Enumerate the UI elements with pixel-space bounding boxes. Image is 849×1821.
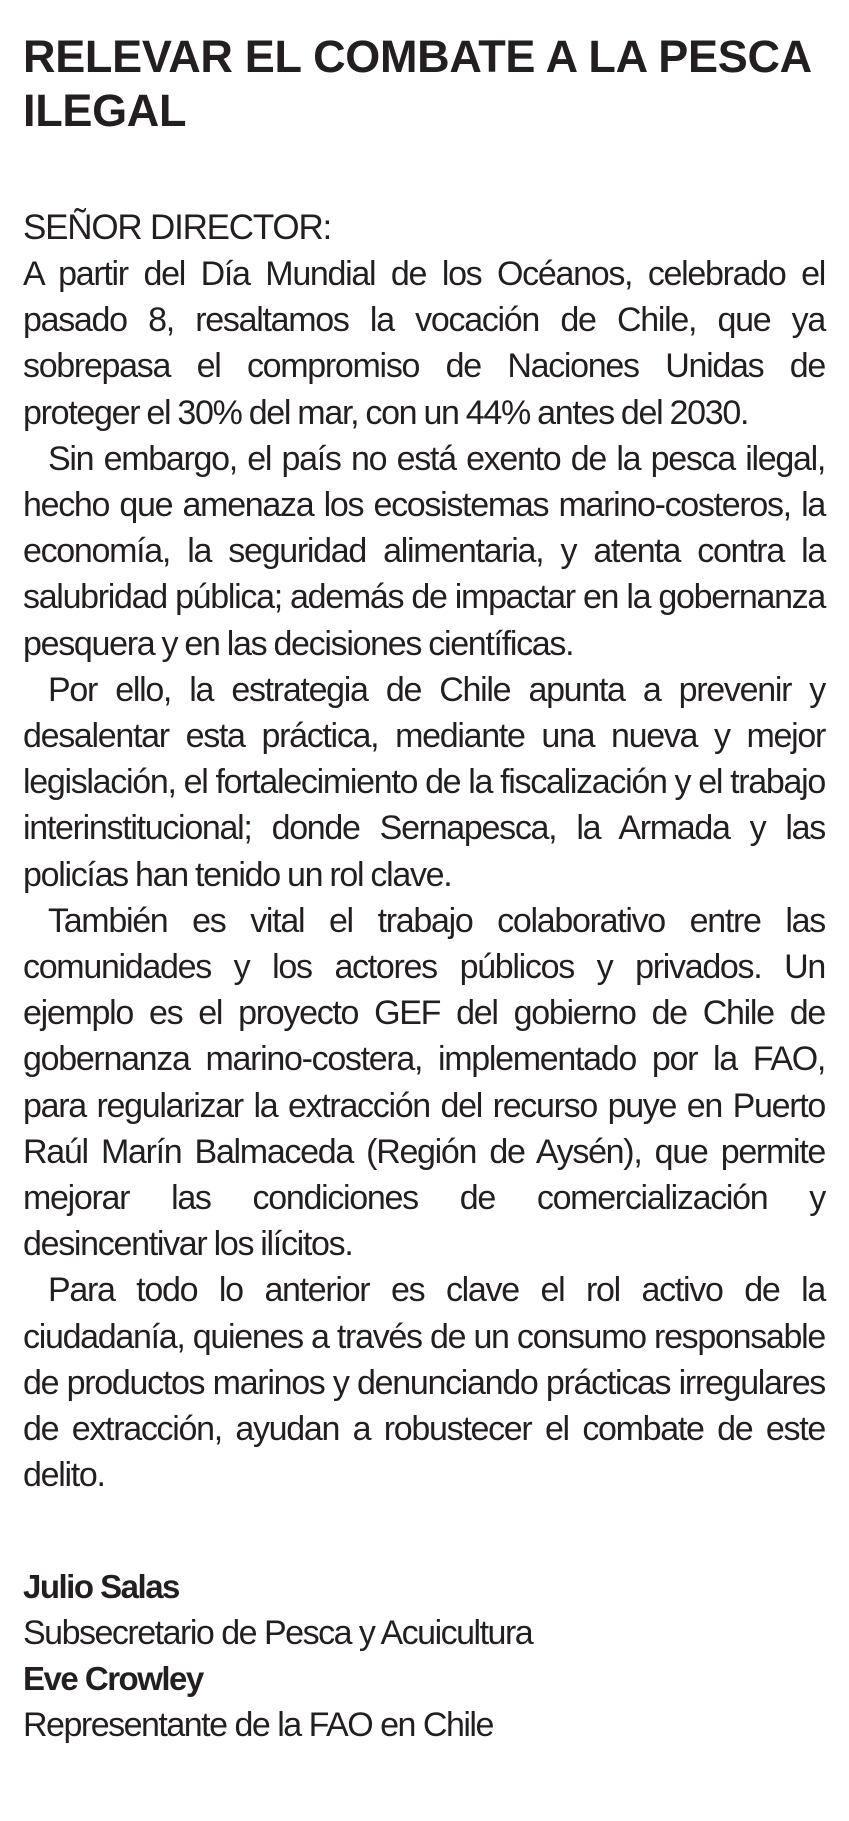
paragraph-5: Para todo lo anterior es clave el rol activo de la ciudadanía, quienes a través de un consumo responsable de productos marinos y denunciando prácticas irregulares de extracción, ayudan a robustecer el combate de este delito. (23, 1271, 825, 1495)
letter-page (23, 30, 825, 1748)
signatures (23, 1564, 825, 1748)
signatory-role-2: Representante de la FAO en Chile (23, 1706, 493, 1745)
signatory-name-2: Eve Crowley (23, 1660, 203, 1698)
signatory-name-1: Julio Salas (23, 1568, 179, 1606)
salutation: SEÑOR DIRECTOR: (23, 208, 332, 247)
letter-body (23, 251, 825, 1498)
paragraph-4: También es vital el trabajo colaborativo entre las comunidades y los actores públicos y privados. Un ejemplo es el proyecto GEF del gobierno de Chile de gobernanza marino-costera, implementado por la FAO, para regularizar la extracción del recurso puye en Puerto Raúl Marín Balmaceda (Región de Aysén), que permite mejorar las condiciones de comercialización y desincentivar los ilícitos. (23, 901, 825, 1264)
signatory-role-1: Subsecretario de Pesca y Acuicultura (23, 1614, 533, 1653)
headline: RELEVAR EL COMBATE A LA PESCA ILEGAL (23, 31, 811, 136)
paragraph-1: A partir del Día Mundial de los Océanos, celebrado el pasado 8, resaltamos la vocación de Chile, que ya sobrepasa el compromiso de Naciones Unidas de proteger el 30% del mar, con un 44% antes del 2030. (23, 255, 825, 432)
paragraph-3: Por ello, la estrategia de Chile apunta a prevenir y desalentar esta práctica, mediante una nueva y mejor legislación, el fortalecimiento de la fiscalización y el trabajo interinstitucional; donde Sernapesca, la Armada y las policías han tenido un rol clave. (23, 670, 825, 894)
paragraph-2: Sin embargo, el país no está exento de la pesca ilegal, hecho que amenaza los ecosistemas marino-costeros, la economía, la seguridad alimentaria, y atenta contra la salubridad pública; además de impactar en la gobernanza pesquera y en las decisiones científicas. (23, 439, 825, 663)
